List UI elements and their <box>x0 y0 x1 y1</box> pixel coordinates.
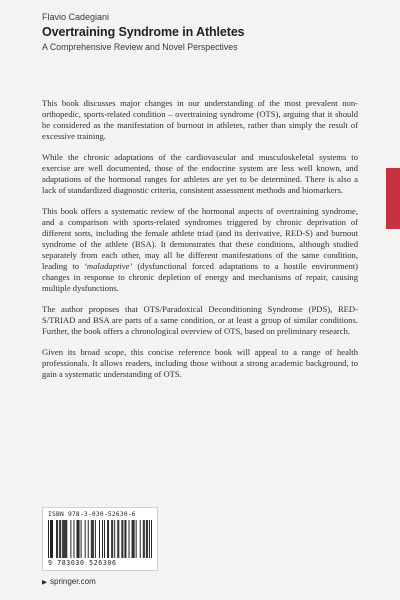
blurb-paragraph-1: This book discusses major changes in our understanding of the most prevalent non-orthopedic, sports-related condition – overtraining syndrome (OTS), arguing that it should be considered as the manifestation of burnout in athletes, rather than simply the result of excessive training. <box>42 98 358 141</box>
cover-header <box>42 12 360 52</box>
barcode-digits: 9 783030 526306 <box>48 559 117 567</box>
red-edge-tab <box>386 168 400 229</box>
barcode-bar <box>111 520 112 558</box>
barcode-bar <box>146 520 147 558</box>
barcode-bar <box>95 520 96 558</box>
blurb-paragraph-3-start: This book offers a systematic review of the hormonal aspects of overtraining syndrome, and a comparison with sports-related syndromes triggered by chronic deprivation of different sorts, including the female athlete triad (and its derivative, RED-S) and burnout syndrome of the athlete (BSA). It demonstrates that these conditions, although studied separately from each other, may all be different manifestations of the same condition, leading to <box>42 206 358 271</box>
barcode-bar <box>112 520 113 558</box>
barcode-bar <box>52 520 53 558</box>
barcode-bar <box>62 520 63 558</box>
barcode-bar <box>124 520 125 558</box>
barcode-bar <box>70 520 71 558</box>
barcode-bar <box>60 520 61 558</box>
barcode-bar <box>104 520 105 558</box>
barcode-bar <box>149 520 150 558</box>
book-subtitle: A Comprehensive Review and Novel Perspectives <box>42 42 238 52</box>
barcode-bar <box>88 520 89 558</box>
barcode-bar <box>64 520 65 558</box>
barcode-bar <box>107 520 108 558</box>
barcode-bar <box>50 520 51 558</box>
publisher-link[interactable]: springer.com <box>50 577 96 586</box>
blurb-paragraph-4: The author proposes that OTS/Paradoxical Deconditioning Syndrome (PDS), RED-S/TRIAD and BSA are parts of a same condition, or at least a group of similar conditions. Further, the book offers a chronological overview of OTS, based on preliminary research. <box>42 304 358 336</box>
blurb <box>42 98 358 390</box>
publisher-footer <box>42 577 96 586</box>
barcode-bar <box>81 520 82 558</box>
blurb-paragraph-3 <box>42 206 358 294</box>
barcode-bar <box>108 520 109 558</box>
barcode-bar <box>57 520 58 558</box>
barcode-bar <box>133 520 134 558</box>
barcode-bar <box>91 520 92 558</box>
barcode-bar <box>121 520 122 558</box>
barcode-bar <box>65 520 66 558</box>
barcode-bar <box>134 520 135 558</box>
barcode-bar <box>140 520 141 558</box>
barcode-bar <box>143 520 144 558</box>
barcode-bar <box>78 520 79 558</box>
barcode-bar <box>79 520 80 558</box>
barcode-bar <box>77 520 78 558</box>
blurb-paragraph-3-end: (dysfunctional forced adaptations to a hostile environment) changes in response to chronic depletion of energy and mechanisms of repair, causing multiple dysfunctions. <box>42 261 358 293</box>
isbn-number: ISBN 978-3-030-52630-6 <box>48 511 136 518</box>
barcode-bar <box>51 520 52 558</box>
barcode-bar <box>73 520 74 558</box>
barcode-bar <box>102 520 103 558</box>
barcode-bar <box>129 520 130 558</box>
barcode-bar <box>92 520 93 558</box>
barcode-bar <box>99 520 100 558</box>
barcode-bar <box>147 520 148 558</box>
barcode-bar <box>125 520 126 558</box>
barcode-bar <box>151 520 152 558</box>
isbn-barcode-box <box>42 507 158 571</box>
barcode-bar <box>144 520 145 558</box>
barcode-bar <box>63 520 64 558</box>
barcode-bar <box>118 520 119 558</box>
blurb-paragraph-2: While the chronic adaptations of the cardiovascular and musculoskeletal systems to exercise are well documented, those of the endocrine system are less well known, and adaptations of the hormonal ranges for athletes are yet to be determined. There is also a lack of standardized diagnostic criteria, consistent assessment methods and biomarkers. <box>42 152 358 195</box>
barcode-bar <box>117 520 118 558</box>
barcode-bar <box>93 520 94 558</box>
barcode-bar <box>114 520 115 558</box>
barcode-bar <box>132 520 133 558</box>
author-name: Flavio Cadegiani <box>42 12 110 22</box>
barcode-bar <box>136 520 137 558</box>
barcode-bar <box>48 520 49 558</box>
barcode-bar <box>85 520 86 558</box>
triangle-right-icon: ▶ <box>42 578 47 586</box>
barcode-bar <box>56 520 57 558</box>
blurb-paragraph-5: Given its broad scope, this concise reference book will appeal to a range of health professionals. It allows readers, including those without a strong academic background, to gain a systematic understanding of OTS. <box>42 347 358 379</box>
book-title: Overtraining Syndrome in Athletes <box>42 25 245 39</box>
barcode-bar <box>66 520 67 558</box>
maladaptive-term: ‘maladaptive’ <box>84 261 133 271</box>
barcode-bar <box>59 520 60 558</box>
barcode-bar <box>122 520 123 558</box>
barcode-icon <box>48 520 152 558</box>
